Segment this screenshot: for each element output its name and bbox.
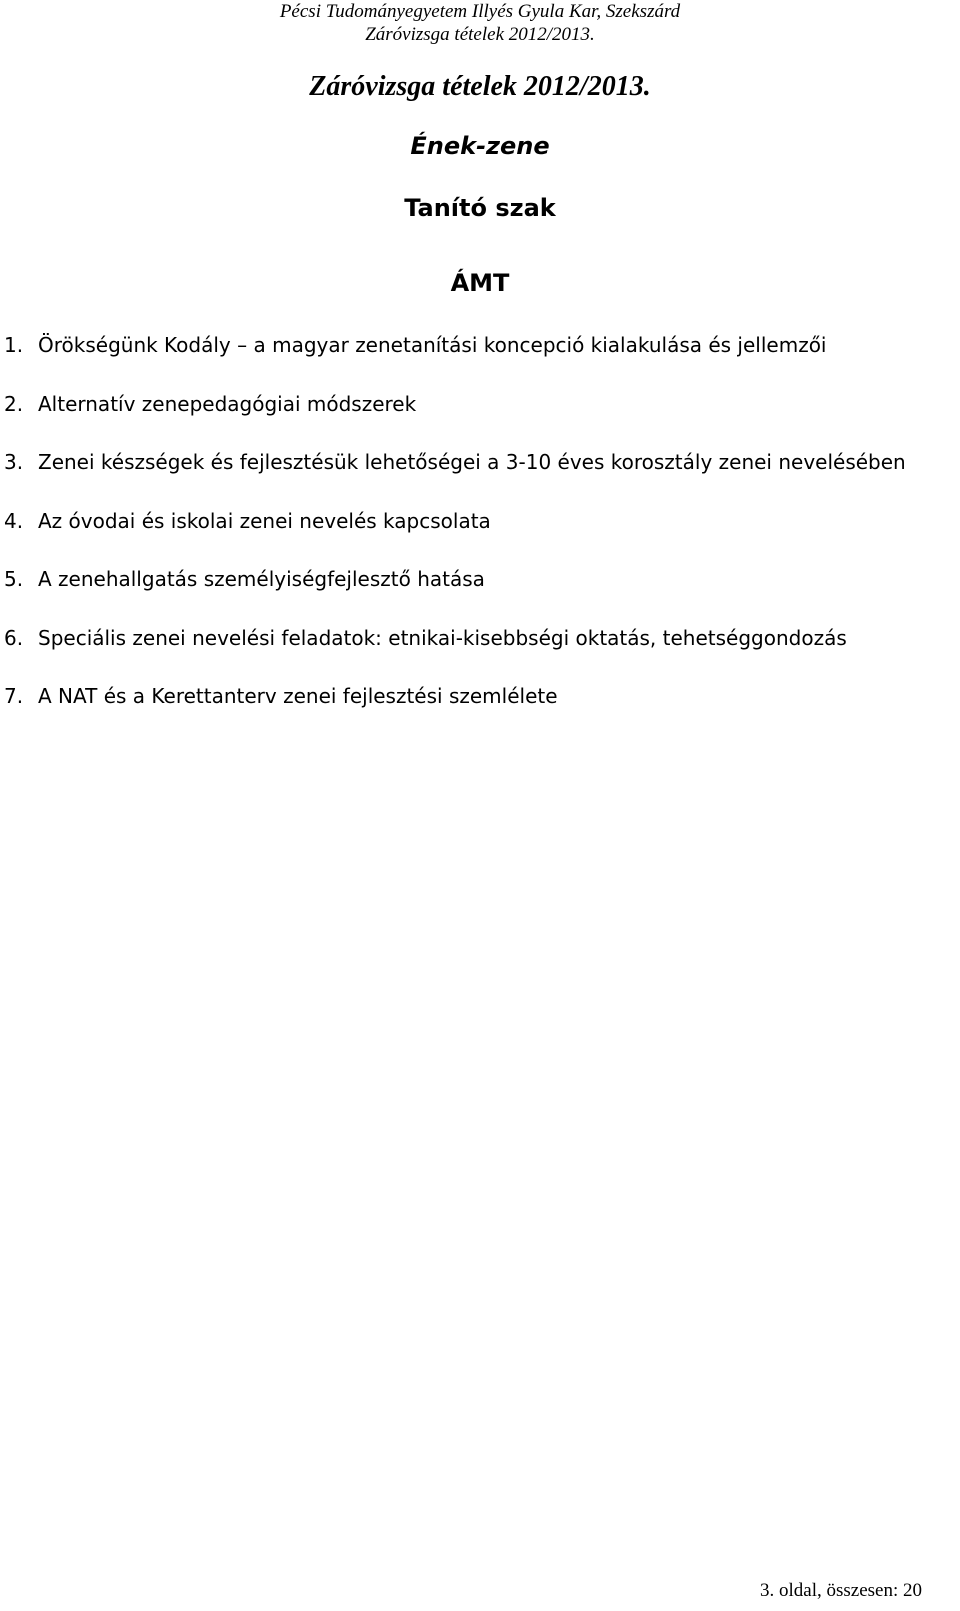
topic-item — [4, 447, 954, 506]
topic-text: Örökségünk Kodály – a magyar zenetanítási koncepció kialakulása és jellemzői — [38, 333, 827, 357]
topic-text: A NAT és a Kerettanterv zenei fejlesztési szemlélete — [38, 684, 558, 708]
page-footer: 3. oldal, összesen: 20 — [759, 1580, 922, 1601]
topic-number: 3. — [4, 450, 24, 474]
topic-item — [4, 330, 954, 389]
header-doc-title: Záróvizsga tételek 2012/2013. — [365, 24, 595, 45]
header-institution: Pécsi Tudományegyetem Illyés Gyula Kar, Szekszárd — [279, 1, 681, 22]
topic-text: Alternatív zenepedagógiai módszerek — [38, 391, 417, 416]
topic-number: 1. — [4, 333, 24, 357]
topic-number: 6. — [4, 625, 24, 650]
topic-item — [4, 681, 954, 740]
document-title: Záróvizsga tételek 2012/2013. — [309, 71, 651, 102]
topic-text: Zenei készségek és fejlesztésük lehetőségei a 3-10 éves korosztály zenei nevelésében — [38, 450, 906, 474]
topic-text: A zenehallgatás személyiségfejlesztő hatása — [38, 567, 485, 591]
topic-number: 7. — [4, 684, 24, 708]
topic-number: 4. — [4, 508, 24, 533]
program-heading: Tanító szak — [404, 194, 556, 222]
topic-text: Speciális zenei nevelési feladatok: etnikai-kisebbségi oktatás, tehetséggondozás — [38, 625, 847, 650]
subject-heading: Ének-zene — [410, 132, 550, 160]
topic-item — [4, 564, 954, 623]
topic-item — [4, 623, 954, 682]
topic-item — [4, 506, 954, 565]
section-heading: ÁMT — [450, 269, 510, 297]
topic-number: 5. — [4, 567, 24, 591]
topic-text: Az óvodai és iskolai zenei nevelés kapcsolata — [38, 508, 491, 533]
topic-number: 2. — [4, 391, 24, 416]
topic-list — [4, 330, 954, 740]
topic-item — [4, 389, 954, 448]
